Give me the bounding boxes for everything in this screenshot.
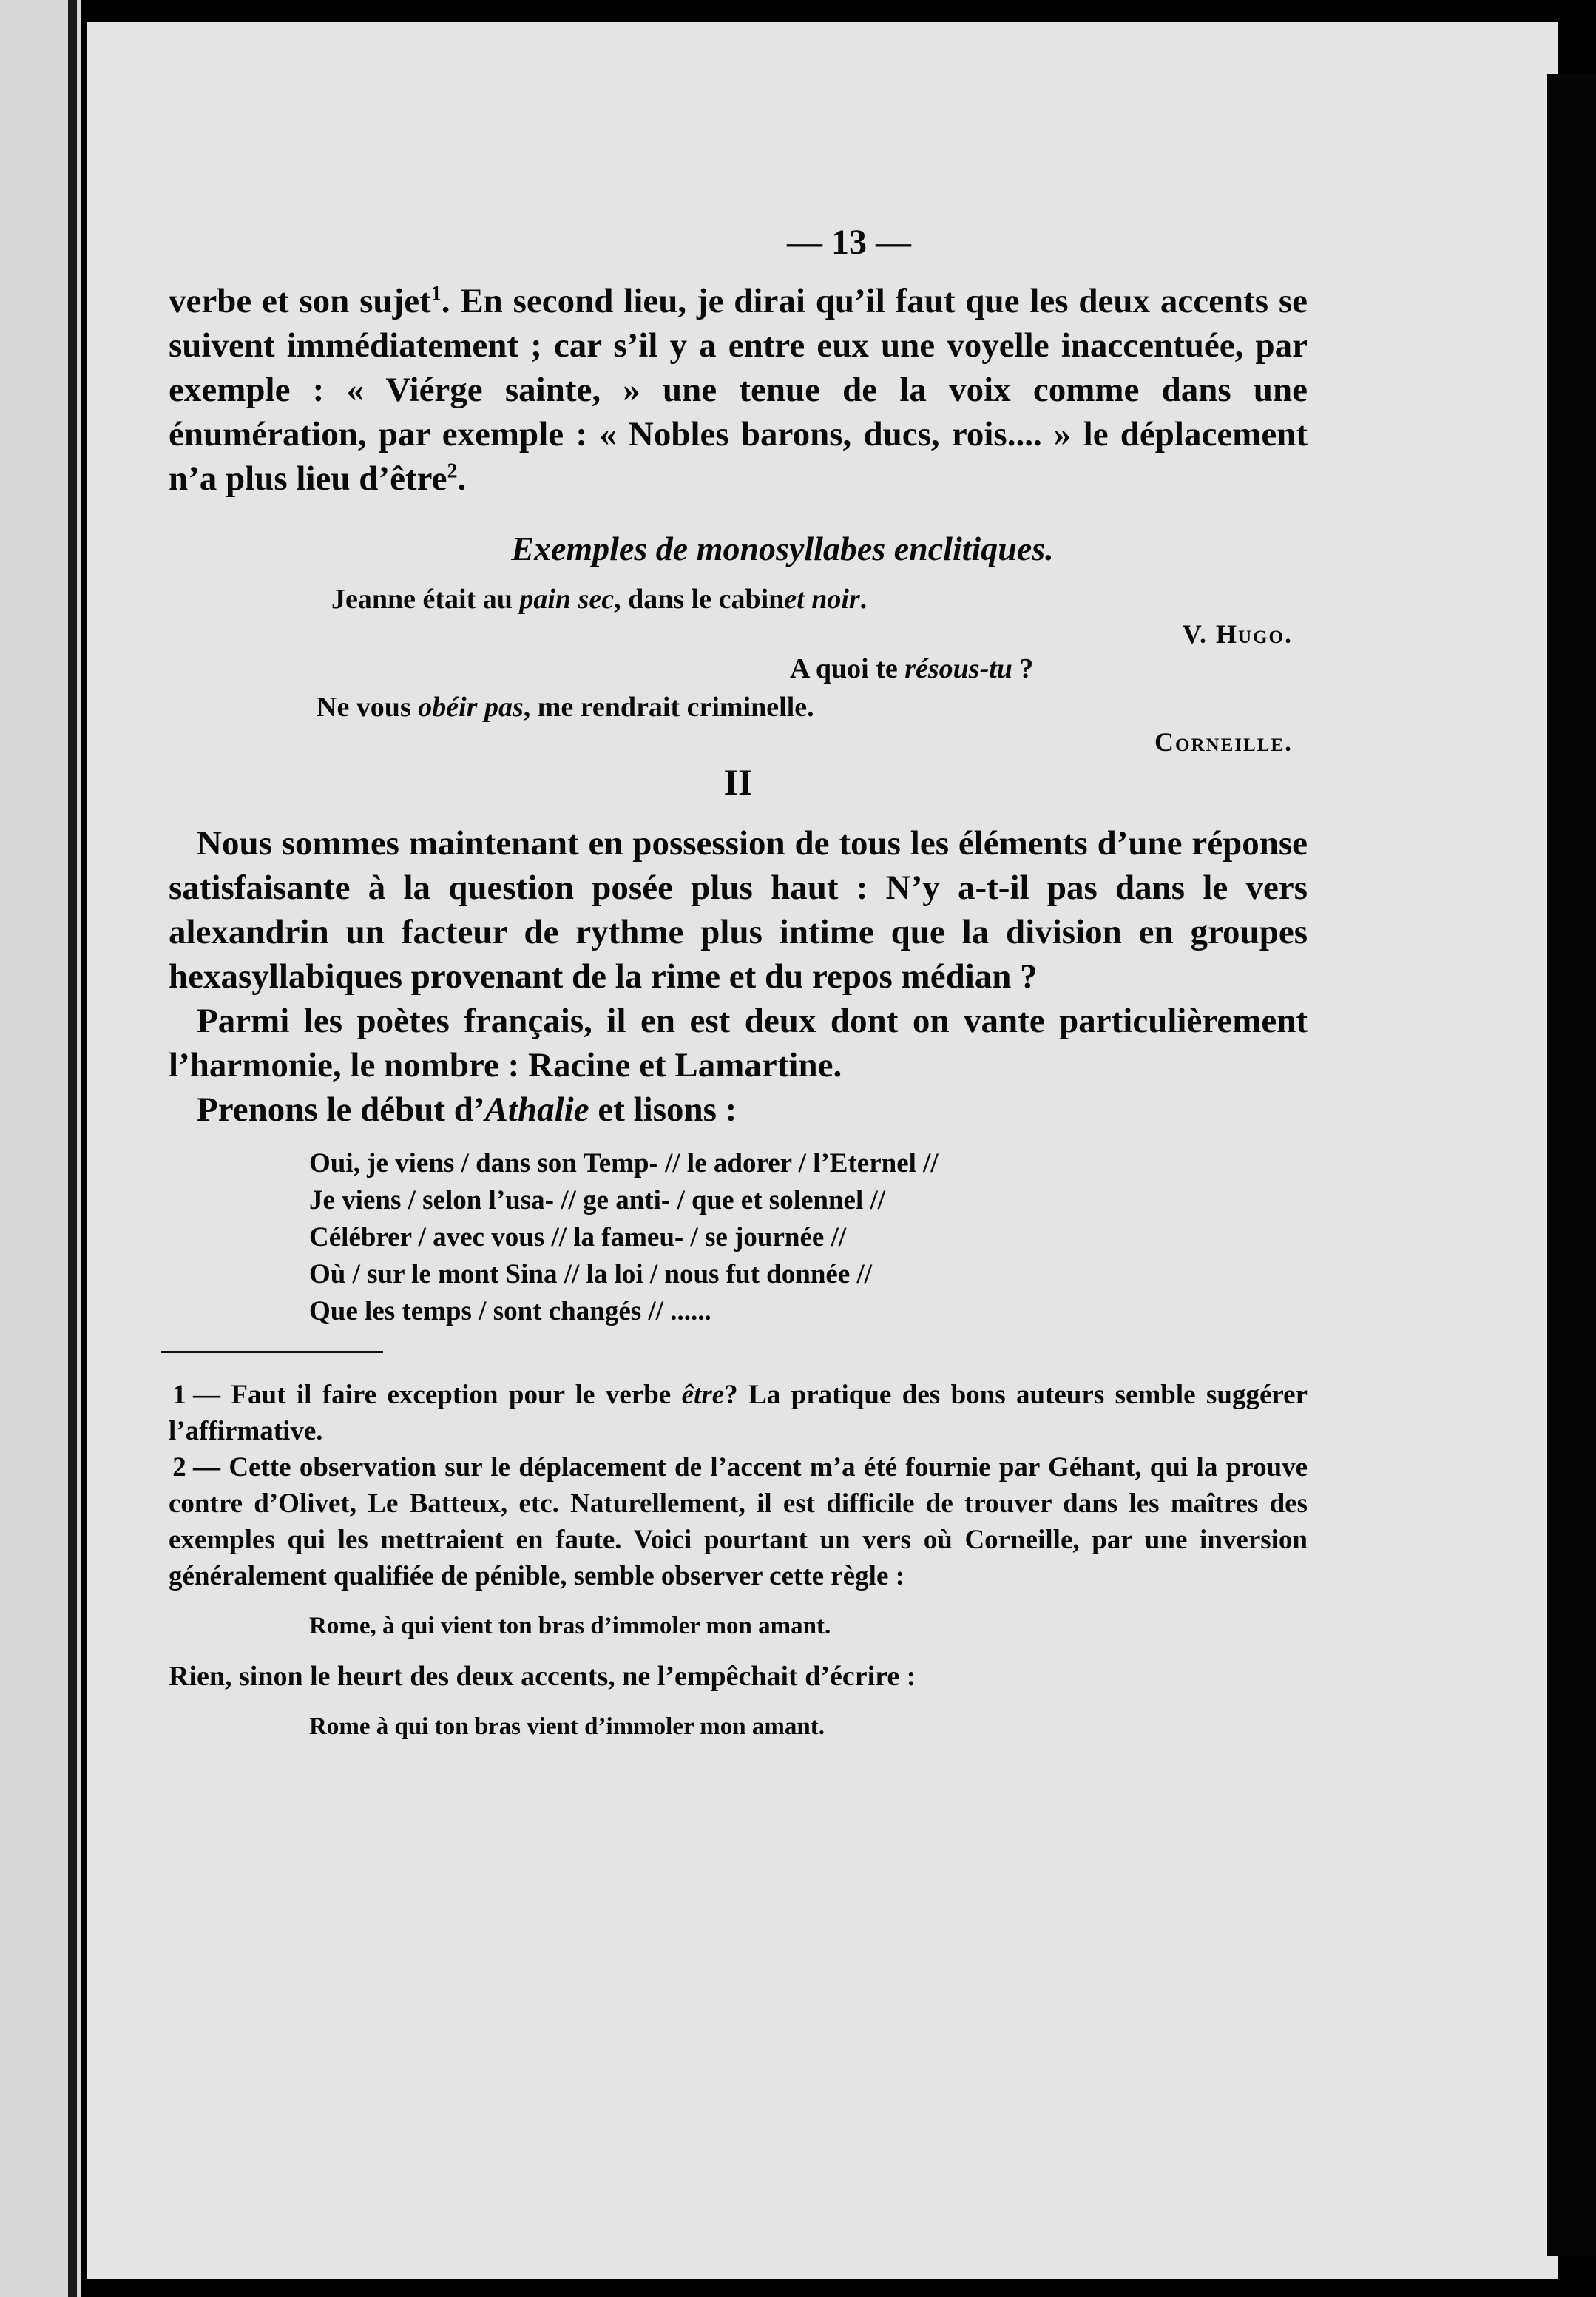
example-text: A quoi te — [790, 653, 905, 684]
example-text: , dans le cabin — [614, 584, 785, 615]
footnote-quote-2: Rome à qui ton bras vient d’immoler mon amant. — [309, 1713, 825, 1740]
example-emphasis: résous-tu — [904, 653, 1012, 684]
example-emphasis: et noir — [784, 584, 860, 615]
footnote-text: Cette observation sur le déplacement de l’accent m’a été fournie par Géhant, qui la prouve contre d’Olivet, Le Batteux, etc. Naturellement, il est difficile de trouver dans les maîtres des exemples qui les mettraient en faute. Voici pourtant un vers où Corneille, par une inversion généralement qualifiée de pénible, semble observer cette règle : — [169, 1452, 1308, 1591]
footnote-ref-2: 2 — [447, 459, 458, 483]
footnote-quote-1: Rome, à qui vient ton bras d’immoler mon amant. — [309, 1613, 831, 1639]
intro-text-end: . — [457, 459, 467, 498]
footnote-1 — [169, 1377, 1308, 1449]
footnote-middle-line: Rien, sinon le heurt des deux accents, ne l’empêchait d’écrire : — [169, 1661, 916, 1692]
section-number: II — [723, 761, 753, 803]
book-gutter — [68, 0, 77, 2297]
examples-title: Exemples de monosyllabes enclitiques. — [511, 530, 1054, 567]
footnote-number: 1 — — [172, 1380, 220, 1410]
intro-text-1: verbe et son sujet — [169, 282, 431, 320]
attribution-corneille: Corneille. — [1154, 727, 1293, 757]
page-content — [169, 222, 1308, 1758]
intro-paragraph — [169, 279, 1308, 501]
verse-line-2: Je viens / selon l’usa- // ge anti- / que et solennel // — [309, 1185, 886, 1215]
footnote-emphasis: être — [681, 1380, 725, 1410]
example-text: ? — [1012, 653, 1034, 684]
verse-line-4: Où / sur le mont Sina // la loi / nous fut donnée // — [309, 1259, 873, 1289]
paragraph-text: Parmi les poètes français, il en est deux dont on vante particulièrement l’harmonie, le nombre : Racine et Lamartine. — [169, 1002, 1308, 1085]
example-text: , me rendrait criminelle. — [523, 692, 814, 723]
footnote-2 — [169, 1449, 1308, 1594]
footnote-number: 2 — — [172, 1452, 220, 1483]
body-paragraph-2 — [169, 999, 1308, 1087]
example-text: Ne vous — [317, 692, 419, 723]
attribution-hugo: V. Hugo. — [1182, 619, 1293, 649]
footnote-text: ? La pratique des bons auteurs semble suggérer l’affirmative. — [169, 1380, 1308, 1446]
page-shadow — [1547, 74, 1596, 2256]
paragraph-text: Nous sommes maintenant en possession de tous les éléments d’une réponse satisfaisante à la question posée plus haut : N’y a-t-il pas dans le vers alexandrin un facteur de rythme plus intime que la division en groupes hexasyllabiques provenant de la rime et du repos médian ? — [169, 824, 1308, 996]
footnote-separator — [161, 1351, 383, 1353]
example-line-2 — [790, 650, 1308, 688]
paragraph-text: et lisons : — [589, 1090, 737, 1129]
page-number: — 13 — — [787, 223, 911, 262]
verse-line-1: Oui, je viens / dans son Temp- // le adorer / l’Eternel // — [309, 1148, 939, 1178]
footnote-text: Faut il faire exception pour le verbe — [220, 1380, 682, 1410]
intro-text-2: . En second lieu, je dirai qu’il faut que les deux accents se suivent immédiatement ; car s’il y a entre eux une voyelle inaccentuée, par exemple : « Viérge sainte, » une tenue de la voix comme dans une énumération, par exemple : « Nobles barons, ducs, rois.... » le déplacement n’a plus lieu d’être — [169, 282, 1308, 498]
example-line-3 — [317, 688, 1308, 726]
footnote-ref-1: 1 — [430, 282, 442, 306]
example-line-1 — [331, 580, 1308, 618]
example-text: Jeanne était au — [331, 584, 520, 615]
example-text: . — [859, 584, 868, 615]
example-emphasis: obéir pas — [418, 692, 524, 723]
paragraph-text: Prenons le début d’ — [197, 1090, 485, 1129]
verse-line-3: Célébrer / avec vous // la fameu- / se journée // — [309, 1222, 847, 1252]
verse-line-5: Que les temps / sont changés // ...... — [309, 1296, 711, 1326]
work-title: Athalie — [484, 1090, 589, 1129]
example-emphasis: pain sec — [519, 584, 615, 615]
body-paragraph-3 — [169, 1087, 1308, 1132]
body-paragraph-1 — [169, 821, 1308, 999]
